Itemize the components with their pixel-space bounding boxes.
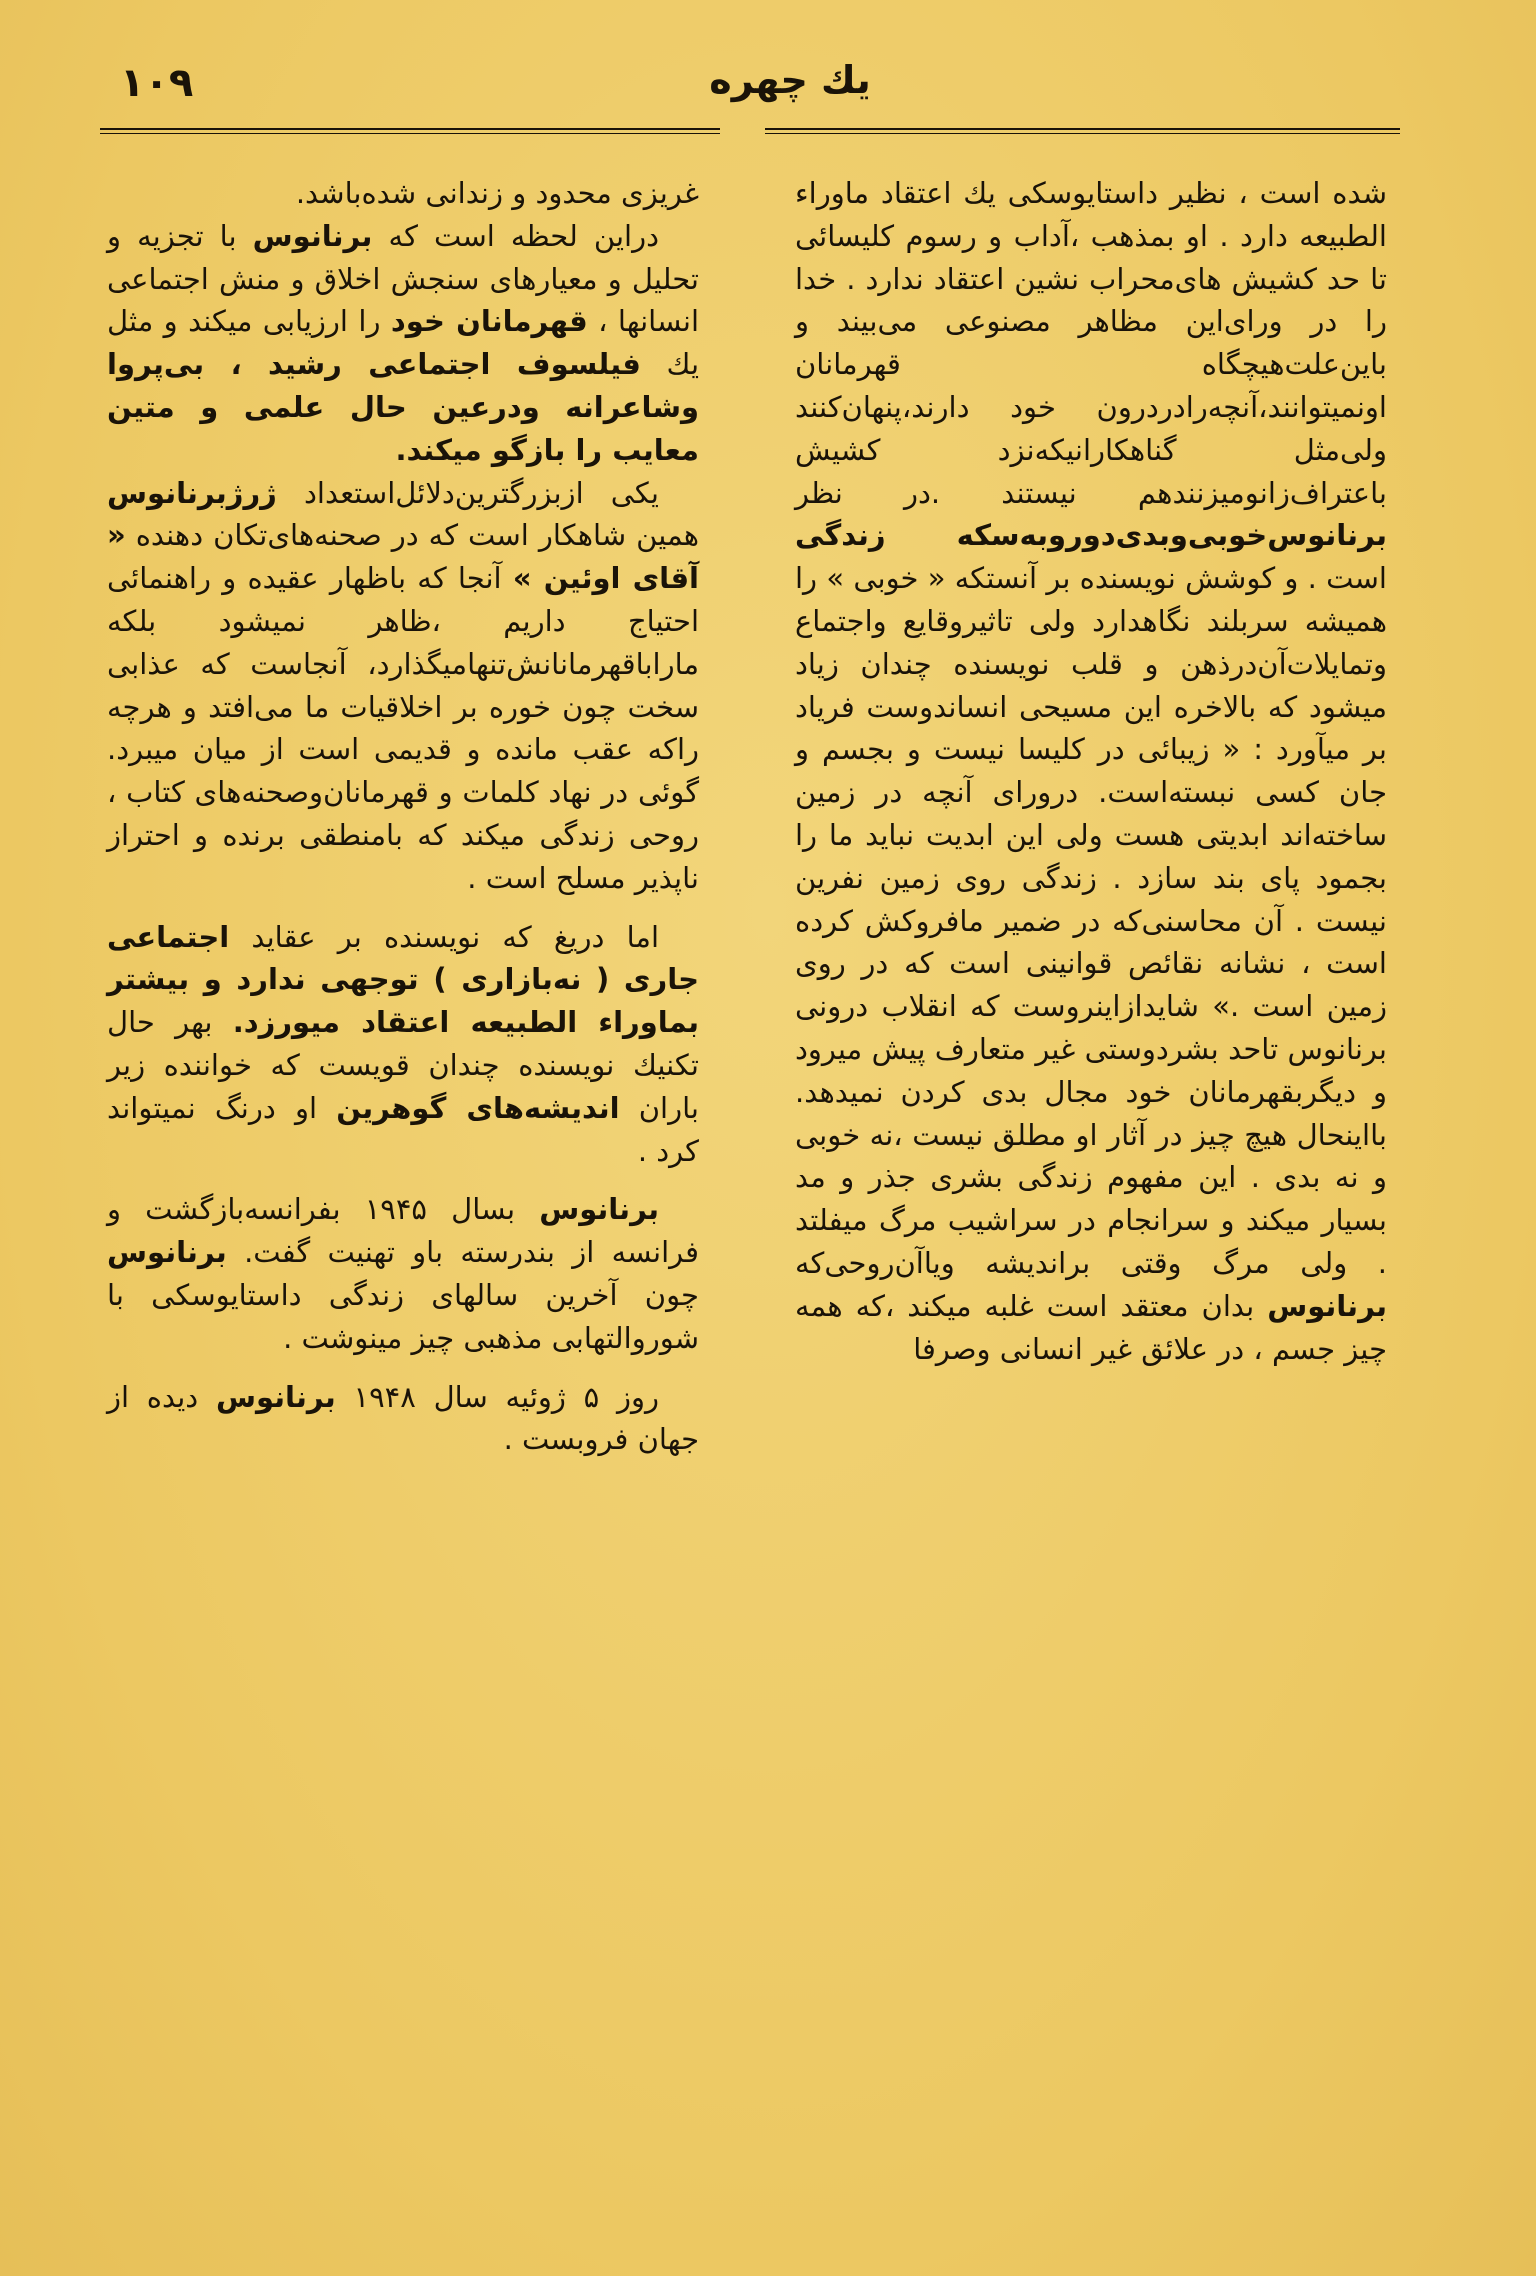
left-paragraph-5: برنانوس بسال ۱۹۴۵ بفرانسه‌بازگشت و فرانسه از بندرسته باو تهنیت گفت. برنانوس چون آخرین سالهای زندگی داستایوسکی با شوروالتهابی مذهبی چیز مینوشت . [107,1192,699,1355]
header-rule-right [765,128,1400,134]
header-rule-left [100,128,720,134]
left-paragraph-3: یکی ازبزرگترین‌دلائل‌استعداد ژرژبرنانوس همین شاهکار است که در صحنه‌های‌تکان دهنده « آقای اوئین » آنجا که باظهار عقیده و راهنمائی احتیاج داریم ،ظاهر نمیشود بلکه مارابا‌قهرمانانش‌تنهامیگذارد، آنجاست که عذابی سخت چون خوره بر اخلاقیات ما می‌افتد و هرچه راکه عقب مانده و قدیمی است از میان میبرد. گوئی در نهاد کلمات و قهرمانان‌وصحنه‌های کتاب ، روحی زندگی میکند که بامنطقی برنده و احتراز ناپذیر مسلح است . [107,475,700,895]
page-number: ۱۰۹ [120,60,194,106]
left-paragraph-2: دراین لحظه است که برنانوس با تجزیه و تحلیل و معیارهای سنجش اخلاق و منش اجتماعی انسانها ، قهرمانان خود را ارزیابی میکند و مثل یك فیلسوف اجتماعی رشید ، بی‌پروا وشاعرانه ودرعین حال علمی و متین معایب را بازگو میکند. [107,218,700,467]
right-column [795,172,1387,1370]
left-column [107,172,699,1461]
running-title: یك چهره [709,58,871,102]
left-paragraph-6: روز ۵ ژوئیه سال ۱۹۴۸ برنانوس دیده از جهان فروبست . [107,1379,699,1457]
page-header [100,58,1400,128]
left-paragraph-1: غریزی محدود و زندانی شده‌باشد. [295,176,699,210]
left-paragraph-4: اما دریغ که نویسنده بر عقاید اجتماعی جاری ( نه‌بازاری ) توجهی ندارد و بیشتر بماوراء الطبیعه اعتقاد میورزد. بهر حال تکنیك نویسنده چندان قویست که خواننده زیر باران اندیشه‌های گوهرین او درنگ نمیتواند کرد . [107,919,699,1168]
right-column-paragraph: شده است ، نظیر داستایوسکی یك اعتقاد ماوراء الطبیعه دارد . او بمذهب ،آداب و رسوم کلیسائی تا حد کشیش های‌محراب نشین اعتقاد ندارد . خدا را در ورای‌این مظاهر مصنوعی می‌بیند و باین‌علت‌هیچگاه قهرمانان اونمیتوانند،آنچه‌رادردرون خود دارند،پنهان‌کنند ولی‌مثل گناهکارانیکه‌نزد کشیش باعتراف‌زانومیزنندهم نیستند .در نظر برنانوس‌خوبی‌وبدی‌دوروبه‌سکه زندگی است . و کوشش نویسنده بر آنستکه « خوبی » را همیشه سربلند نگاهدارد ولی تاثیروقایع واجتماع وتمایلات‌آن‌درذهن و قلب نویسنده چندان زیاد میشود که بالاخره این مسیحی انساندوست فریاد بر میآورد : « زیبائی در کلیسا نیست و بجسم و جان کسی نبسته‌است. درورای آنچه در زمین ساخته‌اند ابدیتی هست ولی این ابدیت نباید ما را بجمود پای بند سازد . زندگی روی زمین نفرین نیست . آن محاسنی‌که در ضمیر مافروکش کرده است ، نشانه نقائص قوانینی است که در روی زمین است .» شایدازاینروست که انقلاب درونی برنانوس تاحد بشردوستی غیر متعارف پیش میرود و دیگربقهرمانان خود مجال بدی کردن نمیدهد. بااینحال هیچ چیز در آثار او مطلق نیست ،نه خوبی و نه بدی . این مفهوم زندگی بشری جذر و مد بسیار میکند و سرانجام در سراشیب مرگ میفلتد . ولی مرگ وقتی براندیشه ویاآن‌روحی‌که برنانوس بدان معتقد است غلبه میکند ،که همه چیز جسم ، در علائق غیر انسانی وصرفا [795,176,1387,1366]
